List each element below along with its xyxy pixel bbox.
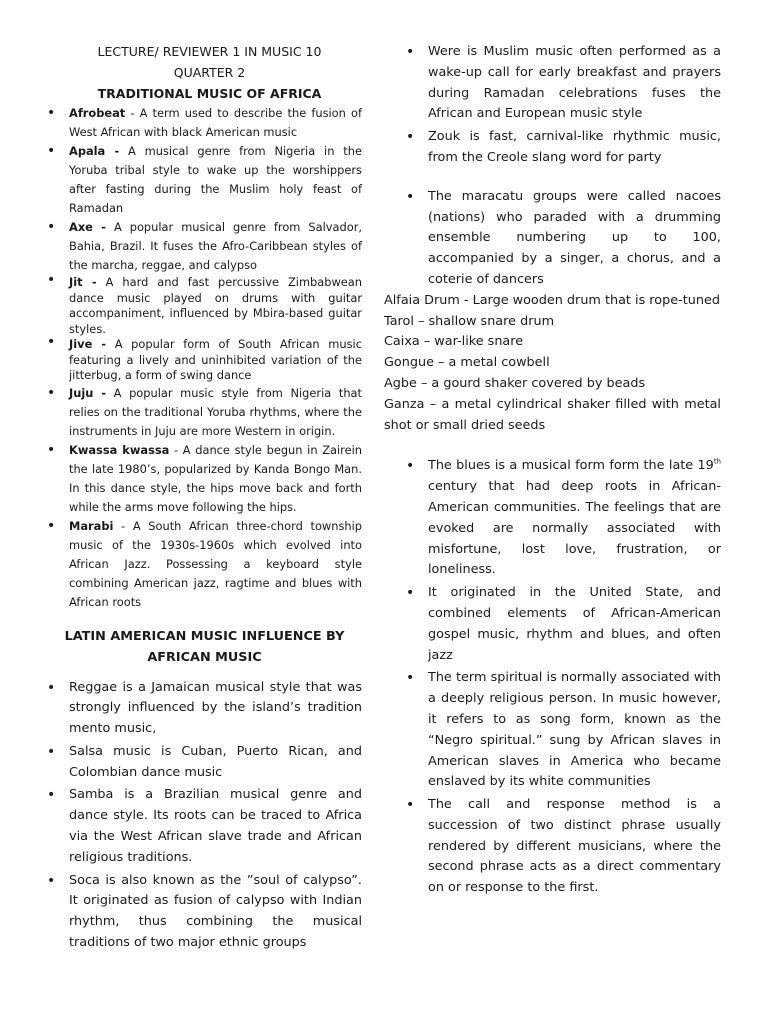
term-definition: A term used to describe the fusion of West African with black American music: [69, 106, 362, 139]
list-item: • It originated in the United State, and combined elements of African-American gospel music, rhythm and blues, and often jazz: [406, 583, 721, 666]
left-column: [47, 0, 362, 956]
instrument-item: Ganza – a metal cylindrical shaker filled with metal shot or small dried seeds: [384, 396, 721, 433]
list-item: • Samba is a Brazilian musical genre and dance style. Its roots can be traced to Africa via the West African slave trade and African religious traditions.: [47, 785, 362, 868]
section-heading-africa: TRADITIONAL MUSIC OF AFRICA: [97, 86, 322, 101]
term-label: Afrobeat: [69, 106, 126, 120]
term-label: Kwassa kwassa: [69, 442, 170, 457]
list-item: • Afrobeat - A term used to describe the fusion of West African with black American music: [47, 104, 362, 142]
list-item: • Soca is also known as the ”soul of calypso”. It originated as fusion of calypso with Indian rhythm, thus combining the musical traditions of two major ethnic groups: [47, 871, 362, 954]
list-item: [47, 384, 362, 441]
list-item: [47, 275, 362, 337]
instrument-item: Caixa – war-like snare: [384, 334, 524, 350]
instrument-list: [384, 291, 721, 437]
right-list-1: [406, 42, 721, 169]
section-heading-latin: LATIN AMERICAN MUSIC INFLUENCE BY AFRICAN MUSIC: [64, 628, 345, 665]
list-item: • Salsa music is Cuban, Puerto Rican, and Colombian dance music: [47, 742, 362, 784]
list-item: • The term spiritual is normally associated with a deeply religious person. In music however, it refers to as song form, known as the “Negro spiritual.” sung by African slaves in American slaves in America who became enslaved by its white communities: [406, 668, 721, 793]
list-item: • Marabi - A South African three-chord township music of the 1930s-1960s which evolved into African Jazz. Possessing a keyboard style combining American jazz, ragtime and blues with African roots: [47, 517, 362, 612]
term-label: Juju -: [69, 385, 107, 400]
latin-music-list: [47, 678, 362, 954]
list-item: [47, 337, 362, 384]
list-item: [47, 142, 362, 218]
right-list-2: [406, 187, 721, 291]
list-item: • The maracatu groups were called nacoes (nations) who paraded with a drumming ensemble numbering up to 100, accompanied by a singer, a chorus, and a coterie of dancers: [406, 187, 721, 291]
term-label: Jit -: [69, 275, 97, 289]
list-item: • Zouk is fast, carnival-like rhythmic music, from the Creole slang word for party: [406, 127, 721, 169]
term-definition: A popular music style from Nigeria that relies on the traditional Yoruba rhythms, where the instruments in Juju are more Western in origin.: [69, 385, 362, 438]
right-column: [384, 0, 721, 901]
instrument-item: Agbe – a gourd shaker covered by beads: [384, 375, 646, 391]
document-title: LECTURE/ REVIEWER 1 IN MUSIC 10: [97, 44, 322, 59]
right-list-3: [406, 456, 721, 899]
list-item: • Reggae is a Jamaican musical style that was strongly influenced by the island’s tradition mento music,: [47, 678, 362, 740]
term-definition: A South African three-chord township music of the 1930s-1960s which evolved into African Jazz. Possessing a keyboard style combining American jazz, ragtime and blues with African roots: [69, 518, 362, 609]
quarter-label: QUARTER 2: [173, 65, 246, 80]
instrument-item: Tarol – shallow snare drum: [384, 313, 555, 329]
term-definition: A dance style begun in Zairein the late 1980’s, popularized by Kanda Bongo Man. In this dance style, the hips move back and forth while the arms move following the hips.: [69, 442, 362, 514]
term-label: Marabi: [69, 518, 114, 533]
list-item: • Kwassa kwassa - A dance style begun in Zairein the late 1980’s, popularized by Kanda Bongo Man. In this dance style, the hips move back and forth while the arms move following the hips.: [47, 441, 362, 517]
instrument-item: Gongue – a metal cowbell: [384, 355, 550, 371]
term-definition: A popular musical genre from Salvador, Bahia, Brazil. It fuses the Afro-Caribbean styles of the marcha, reggae, and calypso: [69, 220, 362, 272]
list-item: [47, 218, 362, 275]
term-definition: A musical genre from Nigeria in the Yoruba tribal style to wake up the worshippers after fasting during the Muslim holy feast of Ramadan: [69, 144, 362, 215]
term-definition: A popular form of South African music featuring a lively and uninhibited variation of the jitterbug, a form of swing dance: [69, 337, 362, 382]
list-item: • Were is Muslim music often performed as a wake-up call for early breakfast and prayers during Ramadan celebrations fuses the African and European music style: [406, 42, 721, 125]
list-item: • The blues is a musical form form the late 19th century that had deep roots in African-American communities. The feelings that are evoked are normally associated with misfortune, lost love, frustration, or loneliness.: [406, 456, 721, 581]
list-item: • The call and response method is a succession of two distinct phrase usually rendered by different musicians, where the second phrase acts as a direct commentary on or response to the first.: [406, 795, 721, 899]
african-terms-list: [47, 104, 362, 612]
term-label: Jive -: [69, 337, 107, 351]
instrument-item: Alfaia Drum - Large wooden drum that is rope-tuned: [384, 292, 720, 308]
term-label: Apala -: [69, 144, 120, 158]
term-definition: A hard and fast percussive Zimbabwean dance music played on drums with guitar accompaniment, influenced by Mbira-based guitar styles.: [69, 275, 363, 336]
term-label: Axe -: [69, 220, 106, 234]
